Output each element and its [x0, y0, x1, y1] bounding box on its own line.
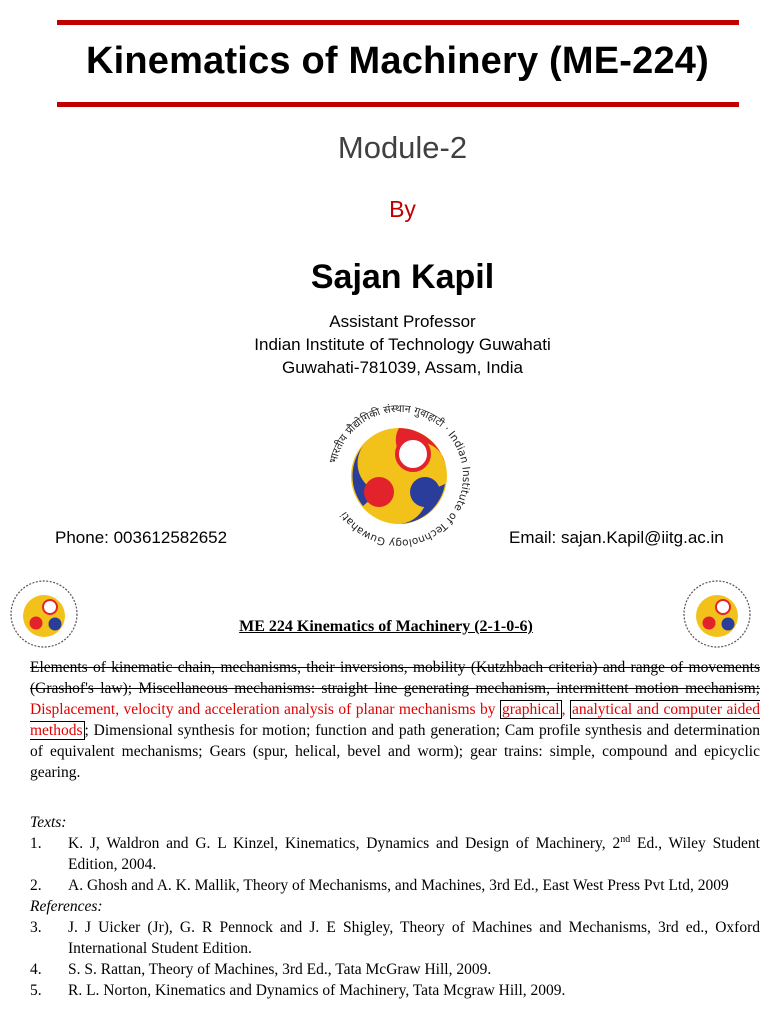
affiliation-position: Assistant Professor — [329, 312, 476, 331]
boxed-term-analytical: analytical and computer aided methods — [30, 701, 761, 739]
syllabus-paragraph — [30, 657, 760, 783]
title-top-rule — [57, 20, 739, 25]
syllabus-rest-text: ; Dimensional synthesis for motion; function and path generation; Cam profile synthesis and determination of equivalent mechanisms; Gears (spur, helical, bevel and worm); gear trains: simple, compound and epicyclic gearing. — [30, 722, 760, 781]
iitg-logo — [309, 388, 489, 558]
iitg-logo-small-right — [681, 578, 753, 650]
title-bottom-rule — [57, 102, 739, 107]
author-name: Sajan Kapil — [310, 258, 495, 296]
affiliation-institute: Indian Institute of Technology Guwahati — [254, 335, 551, 354]
phone-number: Phone: 003612582652 — [55, 528, 228, 547]
struck-syllabus-text: Elements of kinematic chain, mechanisms, their inversions, mobility (Kutzhbach criteria) and range of movements (Grashof's law); Miscellaneous mechanisms: straight line generating mechanism, intermittent motion mechanism; — [30, 659, 760, 697]
affiliation-address: Guwahati-781039, Assam, India — [282, 358, 523, 377]
list-number: 3. — [30, 919, 42, 936]
iitg-logo-small-left — [8, 578, 80, 650]
highlighted-syllabus-text: Displacement, velocity and acceleration analysis of planar mechanisms by — [30, 701, 500, 718]
logo-ring-text: भारतीय प्रौद्योगिकी संस्थान गुवाहाटी · Indian Institute of Technology Guwahati — [327, 402, 473, 550]
bibliography — [30, 812, 760, 1001]
email-address[interactable]: Email: sajan.Kapil@iitg.ac.in — [509, 528, 724, 547]
list-item — [30, 875, 760, 896]
list-number: 2. — [30, 877, 42, 894]
list-text: J. J Uicker (Jr), G. R Pennock and J. E Shigley, Theory of Machines and Mechanisms, 3rd ed., Oxford International Student Edition. — [68, 919, 760, 957]
references-label: References: — [30, 898, 103, 915]
list-number: 5. — [30, 982, 42, 999]
list-item — [30, 959, 760, 980]
list-text: S. S. Rattan, Theory of Machines, 3rd Ed., Tata McGraw Hill, 2009. — [68, 961, 492, 978]
texts-label: Texts: — [30, 814, 67, 831]
list-number: 4. — [30, 961, 42, 978]
boxed-term-graphical: graphical — [501, 701, 560, 718]
course-title: ME 224 Kinematics of Machinery (2-1-0-6) — [239, 618, 533, 635]
page-title: Kinematics of Machinery (ME-224) — [85, 40, 709, 82]
list-text: A. Ghosh and A. K. Mallik, Theory of Mechanisms, and Machines, 3rd Ed., East West Press Pvt Ltd, 2009 — [68, 877, 729, 894]
list-item — [30, 980, 760, 1001]
list-text: K. J, Waldron and G. L Kinzel, Kinematics, Dynamics and Design of Machinery, 2nd Ed., Wiley Student Edition, 2004. — [68, 833, 760, 873]
affiliation — [0, 310, 768, 379]
list-text: R. L. Norton, Kinematics and Dynamics of Machinery, Tata Mcgraw Hill, 2009. — [68, 982, 566, 999]
module-label: Module-2 — [337, 130, 468, 165]
list-item — [30, 833, 760, 875]
list-item — [30, 917, 760, 959]
by-label: By — [389, 196, 416, 222]
list-number: 1. — [30, 835, 42, 852]
syllabus-comma: , — [561, 701, 566, 718]
